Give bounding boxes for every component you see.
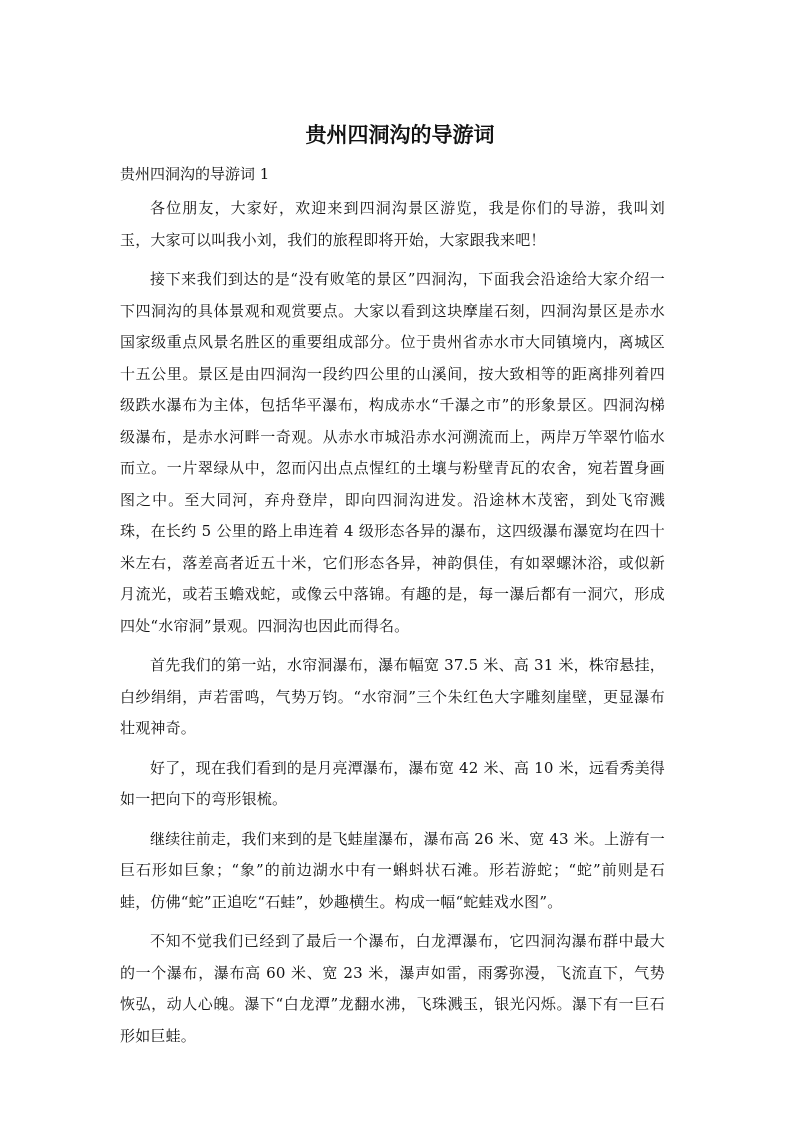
paragraph-overview: 接下来我们到达的是“没有败笔的景区”四洞沟，下面我会沿途给大家介绍一下四洞沟的具体景观和观赏要点。大家以看到这块摩崖石刻，四洞沟景区是赤水国家级重点风景名胜区的重要组成部分。位于贵州省赤水市大同镇境内，离城区十五公里。景区是由四洞沟一段约四公里的山溪间，按大致相等的距离排列着四级跌水瀑布为主体，包括华平瀑布，构成赤水“千瀑之市”的形象景区。四洞沟梯级瀑布，是赤水河畔一奇观。从赤水市城沿赤水河溯流而上，两岸万竿翠竹临水而立。一片翠绿从中，忽而闪出点点惺红的土壤与粉壁青瓦的农舍，宛若置身画图之中。至大同河，弃舟登岸，即向四洞沟进发。沿途林木茂密，到处飞帘溅珠，在长约 5 公里的路上串连着 4 级形态各异的瀑布，这四级瀑布瀑宽均在四十米左右，落差高者近五十米，它们形态各异，神韵俱佳，有如翠螺沐浴，或似新月流光，或若玉蟾戏蛇，或像云中落锦。有趣的是，每一瀑后都有一洞穴，形成四处“水帘洞”景观。四洞沟也因此而得名。 — [120, 270, 665, 635]
paragraph-white-dragon-falls: 不知不觉我们已经到了最后一个瀑布，白龙潭瀑布，它四洞沟瀑布群中最大的一个瀑布，瀑布高 60 米、宽 23 米，瀑声如雷，雨雾弥漫，飞流直下，气势恢弘，动人心魄。瀑下“白龙潭”龙翻水沸，飞珠溅玉，银光闪烁。瀑下有一巨石形如巨蛙。 — [120, 932, 665, 1045]
paragraph-water-curtain-falls: 首先我们的第一站，水帘洞瀑布，瀑布幅宽 37.5 米、高 31 米，株帘悬挂，白纱绢绢，声若雷鸣，气势万钧。“水帘洞”三个朱红色大字雕刻崖壁，更显瀑布壮观神奇。 — [120, 656, 665, 737]
document-body — [120, 193, 665, 1060]
document-title: 贵州四洞沟的导游词 — [305, 123, 495, 147]
paragraph-flying-frog-falls: 继续往前走，我们来到的是飞蛙崖瀑布，瀑布高 26 米、宽 43 米。上游有一巨石形如巨象；“象”的前边湖水中有一蝌蚪状石滩。形若游蛇；“蛇”前则是石蛙，仿佛“蛇”正追吃“石蛙”，妙趣横生。构成一幅“蛇蛙戏水图”。 — [120, 829, 665, 911]
document-subtitle: 贵州四洞沟的导游词 1 — [120, 165, 270, 183]
paragraph-greeting: 各位朋友，大家好，欢迎来到四洞沟景区游览，我是你们的导游，我叫刘玉，大家可以叫我小刘，我们的旅程即将开始，大家跟我来吧！ — [120, 199, 665, 249]
paragraph-moon-pool-falls: 好了，现在我们看到的是月亮潭瀑布，瀑布宽 42 米、高 10 米，远看秀美得如一把向下的弯形银梳。 — [120, 758, 665, 808]
